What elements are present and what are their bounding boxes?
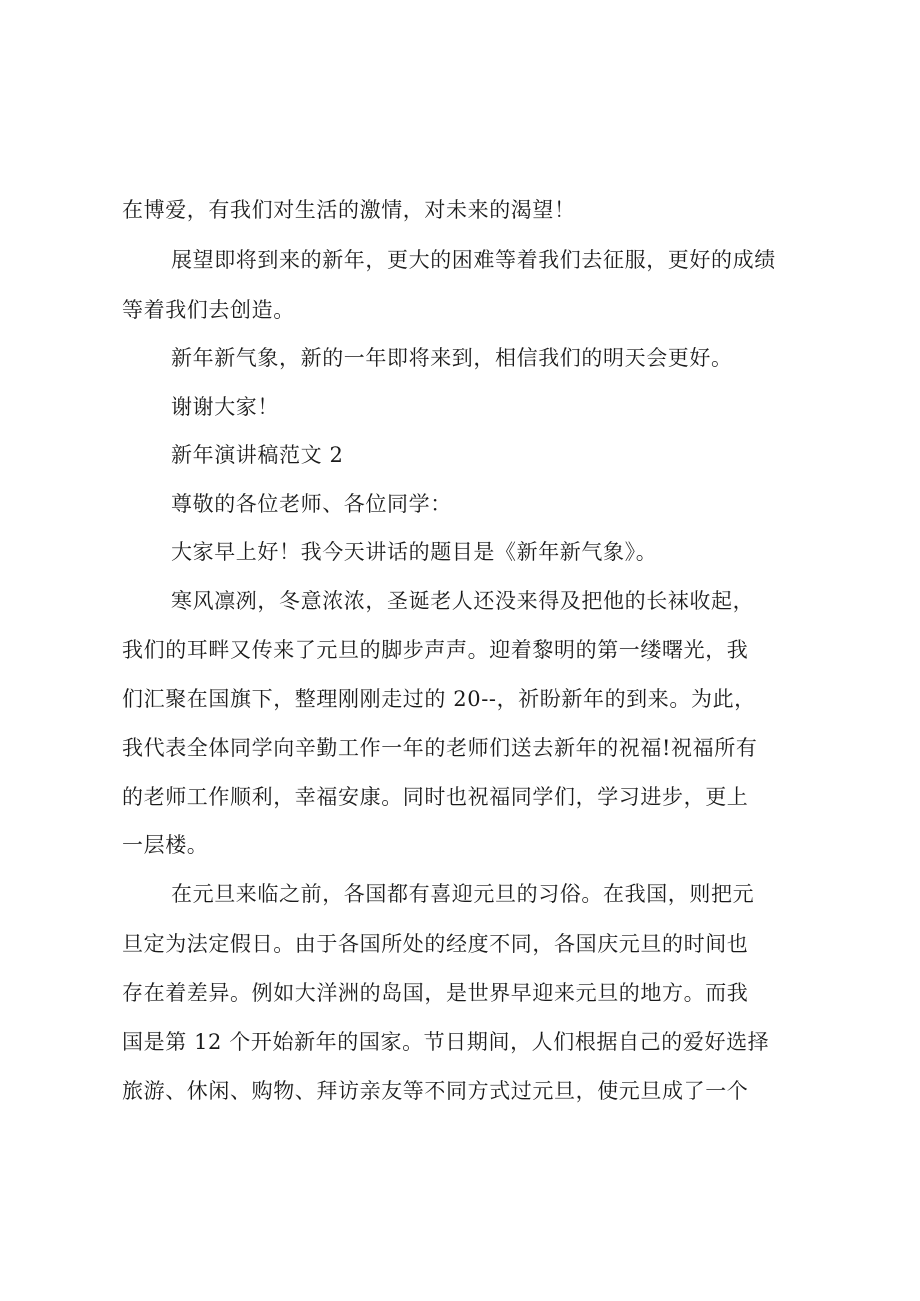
section-heading: 新年演讲稿范文 2: [171, 443, 344, 467]
text-line: 们汇聚在国旗下，整理刚刚走过的 20--，祈盼新年的到来。为此，: [122, 687, 756, 711]
paragraph-first-line: 寒风凛冽，冬意浓浓，圣诞老人还没来得及把他的长袜收起，: [171, 589, 755, 613]
text-line: 旦定为法定假日。由于各国所处的经度不同，各国庆元旦的时间也: [122, 932, 749, 956]
paragraph-first-line: 谢谢大家！: [171, 395, 279, 419]
salutation: 尊敬的各位老师、各位同学：: [171, 492, 452, 516]
text-line: 我代表全体同学向辛勤工作一年的老师们送去新年的祝福!祝福所有: [122, 736, 758, 760]
text-line: 等着我们去创造。: [122, 298, 295, 322]
text-line: 存在着差异。例如大洋洲的岛国，是世界早迎来元旦的地方。而我: [122, 981, 749, 1005]
paragraph-first-line: 展望即将到来的新年，更大的困难等着我们去征服，更好的成绩: [171, 248, 776, 272]
text-line: 旅游、休闲、购物、拜访亲友等不同方式过元旦，使元旦成了一个: [122, 1079, 749, 1103]
paragraph-first-line: 大家早上好！我今天讲话的题目是《新年新气象》。: [171, 540, 658, 564]
text-line: 国是第 12 个开始新年的国家。节日期间，人们根据自己的爱好选择: [122, 1030, 770, 1054]
paragraph-first-line: 新年新气象，新的一年即将来到，相信我们的明天会更好。: [171, 346, 733, 370]
paragraph-first-line: 在元旦来临之前，各国都有喜迎元旦的习俗。在我国，则把元: [171, 882, 755, 906]
text-line: 我们的耳畔又传来了元旦的脚步声声。迎着黎明的第一缕曙光，我: [122, 638, 749, 662]
text-line: 的老师工作顺利，幸福安康。同时也祝福同学们，学习进步，更上: [122, 785, 749, 809]
text-line: 一层楼。: [122, 833, 209, 857]
text-line: 在博爱，有我们对生活的激情，对未来的渴望！: [122, 198, 576, 222]
